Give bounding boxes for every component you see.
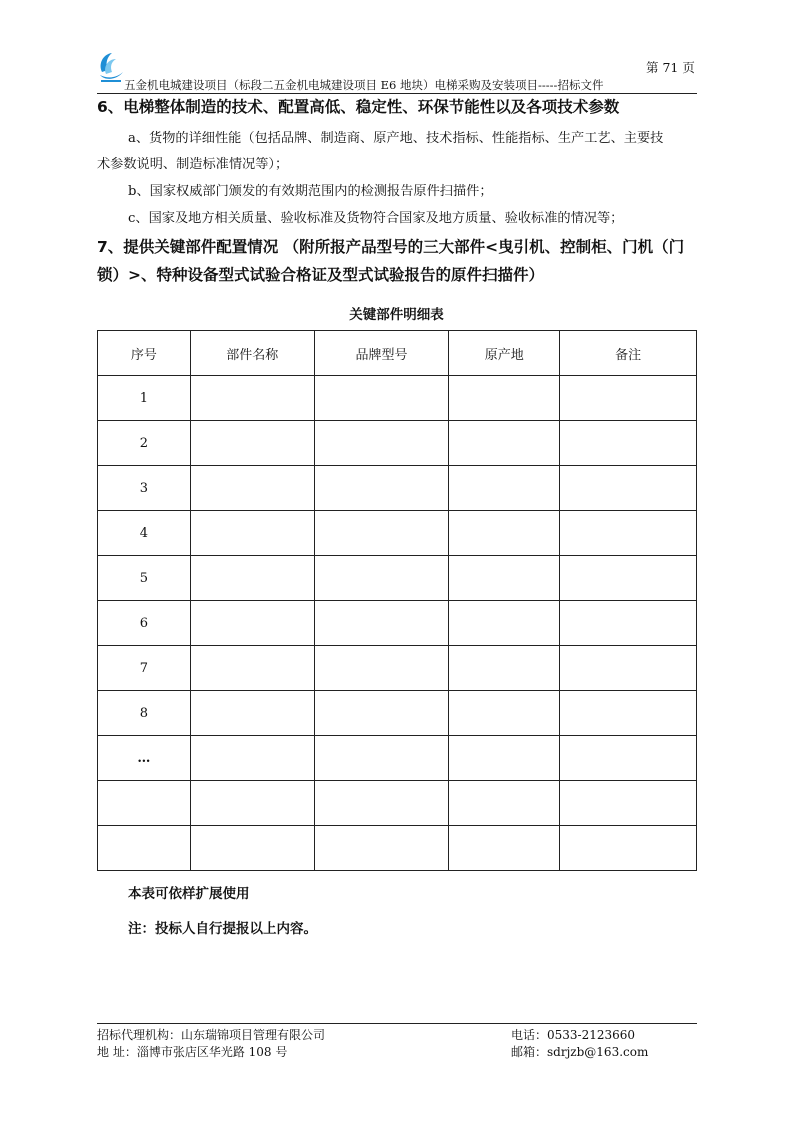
table-cell	[560, 826, 697, 871]
key-parts-table	[97, 330, 697, 871]
table-cell	[314, 781, 449, 826]
section-7-heading-line1: 7、提供关键部件配置情况 （附所报产品型号的三大部件<曳引机、控制柜、门机（门	[97, 238, 685, 256]
table-cell	[314, 601, 449, 646]
table-cell	[314, 466, 449, 511]
header-origin: 原产地	[449, 331, 560, 376]
section-6-heading: 6、电梯整体制造的技术、配置高低、稳定性、环保节能性以及各项技术参数	[97, 98, 620, 116]
table-cell	[560, 691, 697, 736]
table-cell: 6	[98, 601, 191, 646]
footer-phone: 电话：0533-2123660	[511, 1028, 636, 1042]
table-cell	[560, 466, 697, 511]
table-cell	[98, 781, 191, 826]
table-cell: 4	[98, 511, 191, 556]
table-cell	[190, 376, 314, 421]
table-cell: 7	[98, 646, 191, 691]
table-row	[98, 511, 697, 556]
footer-address: 地 址：淄博市张店区华光路 108 号	[97, 1045, 288, 1059]
table-cell	[560, 781, 697, 826]
table-cell	[560, 376, 697, 421]
table-extend-note: 本表可依样扩展使用	[128, 886, 250, 902]
table-cell	[560, 556, 697, 601]
table-cell	[560, 421, 697, 466]
header-remarks: 备注	[560, 331, 697, 376]
section-7-heading-line2: 锁）>、特种设备型式试验合格证及型式试验报告的原件扫描件）	[97, 266, 544, 284]
table-cell	[190, 646, 314, 691]
table-cell	[449, 421, 560, 466]
table-cell	[190, 736, 314, 781]
header-title: 五金机电城建设项目（标段二五金机电城建设项目 E6 地块）电梯采购及安装项目-----招标文件	[124, 78, 604, 92]
table-cell	[190, 601, 314, 646]
table-cell	[449, 736, 560, 781]
table-cell	[314, 691, 449, 736]
table-cell	[190, 556, 314, 601]
header-divider	[97, 93, 697, 94]
table-row	[98, 646, 697, 691]
item-c: c、国家及地方相关质量、验收标准及货物符合国家及地方质量、验收标准的情况等；	[128, 211, 624, 226]
table-cell	[190, 691, 314, 736]
table-row	[98, 781, 697, 826]
item-a-line1: a、货物的详细性能（包括品牌、制造商、原产地、技术指标、性能指标、生产工艺、主要技	[128, 131, 664, 146]
table-cell	[449, 466, 560, 511]
page-number: 第 71 页	[646, 60, 695, 75]
table-cell	[190, 421, 314, 466]
table-cell	[560, 736, 697, 781]
table-row	[98, 556, 697, 601]
footer-divider	[97, 1023, 697, 1024]
table-cell	[190, 466, 314, 511]
table-cell	[314, 736, 449, 781]
table-title: 关键部件明细表	[349, 307, 444, 323]
table-cell	[449, 691, 560, 736]
table-cell	[449, 376, 560, 421]
table-cell: 5	[98, 556, 191, 601]
table-cell: 8	[98, 691, 191, 736]
table-row	[98, 466, 697, 511]
table-cell	[190, 826, 314, 871]
table-cell	[449, 826, 560, 871]
table-cell	[560, 511, 697, 556]
table-cell	[314, 826, 449, 871]
table-cell	[190, 511, 314, 556]
table-cell	[449, 556, 560, 601]
table-row	[98, 421, 697, 466]
table-cell: 2	[98, 421, 191, 466]
bidder-note: 注：投标人自行提报以上内容。	[128, 921, 317, 937]
header-part-name: 部件名称	[190, 331, 314, 376]
table-cell	[314, 646, 449, 691]
table-cell	[314, 421, 449, 466]
table-cell: …	[98, 736, 191, 781]
table-cell	[560, 601, 697, 646]
table-cell	[449, 646, 560, 691]
footer-email: 邮箱：sdrjzb@163.com	[511, 1045, 649, 1059]
item-a-line2: 术参数说明、制造标准情况等）；	[97, 157, 289, 172]
table-cell	[449, 601, 560, 646]
item-b: b、国家权威部门颁发的有效期范围内的检测报告原件扫描件；	[128, 184, 493, 199]
table-cell: 3	[98, 466, 191, 511]
table-cell	[98, 826, 191, 871]
footer-agency: 招标代理机构：山东瑞锦项目管理有限公司	[97, 1028, 326, 1042]
table-row	[98, 376, 697, 421]
table-cell	[190, 781, 314, 826]
table-cell	[314, 376, 449, 421]
table-header-row	[98, 331, 697, 376]
table-cell	[449, 511, 560, 556]
header-index: 序号	[98, 331, 191, 376]
table-cell	[314, 556, 449, 601]
table-row	[98, 736, 697, 781]
table-cell	[314, 511, 449, 556]
table-row	[98, 691, 697, 736]
table-cell	[449, 781, 560, 826]
table-cell	[560, 646, 697, 691]
table-row	[98, 601, 697, 646]
company-logo-icon	[97, 50, 125, 84]
table-cell: 1	[98, 376, 191, 421]
header-brand-model: 品牌型号	[314, 331, 449, 376]
table-row	[98, 826, 697, 871]
